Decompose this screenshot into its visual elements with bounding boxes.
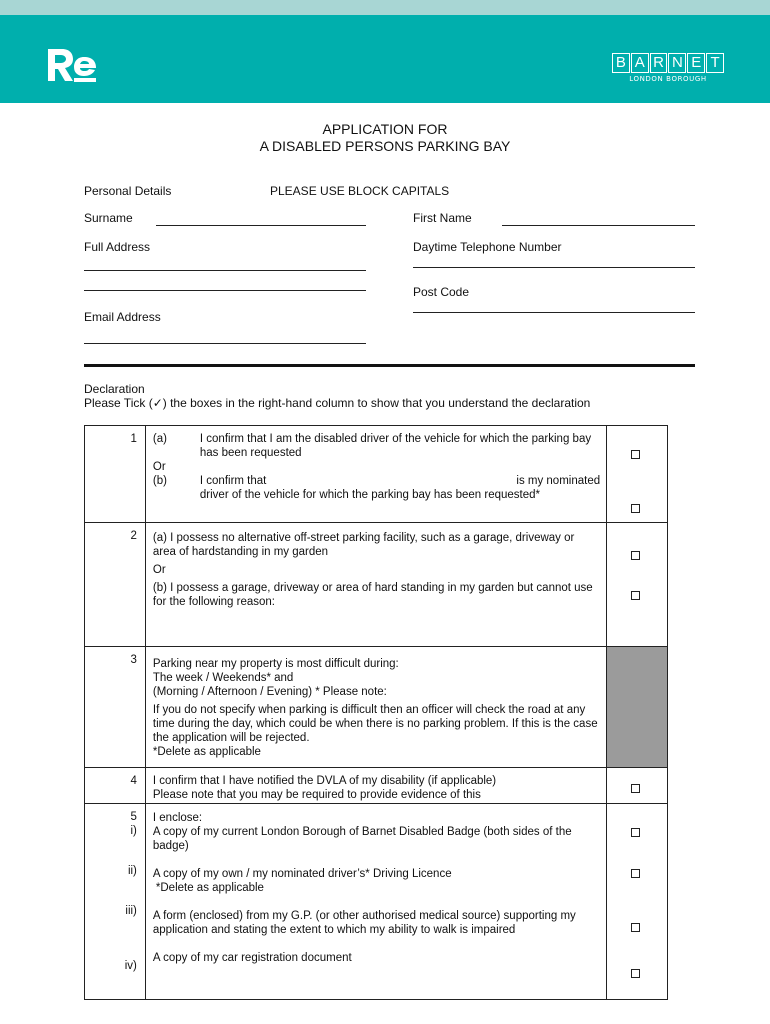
email-field[interactable] <box>84 343 366 344</box>
tick-checkbox[interactable] <box>631 869 640 878</box>
table-row <box>85 523 668 647</box>
row-number: 1 <box>85 426 146 523</box>
table-row <box>85 768 668 804</box>
daytime-phone-field[interactable] <box>413 267 695 268</box>
tick-checkbox[interactable] <box>631 551 640 560</box>
tick-cell <box>607 523 668 647</box>
row-number <box>85 804 146 1000</box>
tick-cell <box>607 804 668 1000</box>
tick-checkbox[interactable] <box>631 591 640 600</box>
or-label: Or <box>152 461 166 473</box>
row-content <box>145 804 606 1000</box>
header-banner <box>0 15 770 103</box>
tick-checkbox[interactable] <box>631 504 640 513</box>
item-text: (a) I possess no alternative off-street parking facility, such as a garage, driveway or area of hardstanding in my garden <box>152 532 575 558</box>
section-divider <box>84 364 695 367</box>
tick-checkbox[interactable] <box>631 969 640 978</box>
item-text: (Morning / Afternoon / Evening) * Please note: <box>152 686 387 698</box>
row-number-label: 5 <box>130 811 137 823</box>
item-text: A copy of my car registration document <box>152 952 352 964</box>
item-text: I enclose: <box>152 812 203 824</box>
item-text: I confirm that I am the disabled driver of the vehicle for which the parking bay has been requested <box>199 433 592 459</box>
row-number: 2 <box>85 523 146 647</box>
post-code-field[interactable] <box>413 312 695 313</box>
daytime-phone-label: Daytime Telephone Number <box>413 240 562 254</box>
full-address-label: Full Address <box>84 240 151 254</box>
item-text: (b) I possess a garage, driveway or area of hard standing in my garden but cannot use for the following reason: <box>152 582 593 608</box>
item-text: I confirm that <box>199 475 267 487</box>
item-text: A form (enclosed) from my G.P. (or other authorised medical source) supporting my application and stating the extent to which my ability to walk is impaired <box>152 910 576 936</box>
email-label: Email Address <box>84 310 161 324</box>
item-text: The week / Weekends* and <box>152 672 294 684</box>
address-line-1-field[interactable] <box>84 270 366 271</box>
tick-checkbox[interactable] <box>631 450 640 459</box>
item-text: Parking near my property is most difficult during: <box>152 658 399 670</box>
table-row <box>85 426 668 523</box>
item-text: I confirm that I have notified the DVLA of my disability (if applicable) <box>152 775 497 787</box>
or-label: Or <box>152 564 166 576</box>
post-code-label: Post Code <box>413 285 470 299</box>
surname-label: Surname <box>84 211 133 225</box>
declaration-instruction: Please Tick (✓) the boxes in the right-hand column to show that you understand the declaration <box>84 396 591 410</box>
item-text: A copy of my current London Borough of Barnet Disabled Badge (both sides of the badge) <box>152 826 572 852</box>
title-line1: APPLICATION FOR <box>322 121 448 137</box>
row-content <box>145 768 606 804</box>
table-row <box>85 647 668 768</box>
title-line2: A DISABLED PERSONS PARKING BAY <box>259 138 511 154</box>
tick-checkbox[interactable] <box>631 923 640 932</box>
item-text: If you do not specify when parking is difficult then an officer will check the road at any time during the day, which could be when there is no parking problem. If this is the case the application will be rejected. <box>152 704 598 744</box>
tick-checkbox[interactable] <box>631 784 640 793</box>
row-number: 3 <box>85 647 146 768</box>
item-key: (a) <box>152 433 167 445</box>
declaration-table <box>84 425 668 1000</box>
item-text: *Delete as applicable <box>155 882 264 894</box>
tick-checkbox[interactable] <box>631 828 640 837</box>
table-row <box>85 804 668 1000</box>
row-content <box>145 523 606 647</box>
surname-field[interactable] <box>156 225 366 226</box>
item-text: is my nominated <box>516 475 601 487</box>
tick-cell <box>607 768 668 804</box>
re-logo <box>46 47 98 83</box>
item-key: i) <box>130 825 137 837</box>
row-content <box>145 647 606 768</box>
item-key: iv) <box>124 960 137 972</box>
shaded-cell <box>607 647 668 768</box>
declaration-heading: Declaration <box>84 382 145 396</box>
item-text: A copy of my own / my nominated driver’s* Driving Licence <box>152 868 452 880</box>
personal-details-label: Personal Details <box>84 184 172 198</box>
row-number: 4 <box>85 768 146 804</box>
barnet-wordmark: B A R N E T <box>612 53 724 73</box>
item-key: ii) <box>127 865 137 877</box>
block-capitals-instruction: PLEASE USE BLOCK CAPITALS <box>270 184 450 198</box>
item-key: iii) <box>125 905 137 917</box>
first-name-label: First Name <box>413 211 472 225</box>
item-text: Please note that you may be required to provide evidence of this <box>152 789 481 801</box>
barnet-logo <box>612 53 724 83</box>
barnet-subtitle: LONDON BOROUGH <box>629 75 707 83</box>
item-key: (b) <box>152 475 167 487</box>
address-line-2-field[interactable] <box>84 290 366 291</box>
row-content <box>145 426 606 523</box>
tick-cell <box>607 426 668 523</box>
item-text: driver of the vehicle for which the parking bay has been requested* <box>199 489 540 501</box>
item-text: *Delete as applicable <box>152 746 261 758</box>
first-name-field[interactable] <box>502 225 695 226</box>
top-strip <box>0 0 770 15</box>
